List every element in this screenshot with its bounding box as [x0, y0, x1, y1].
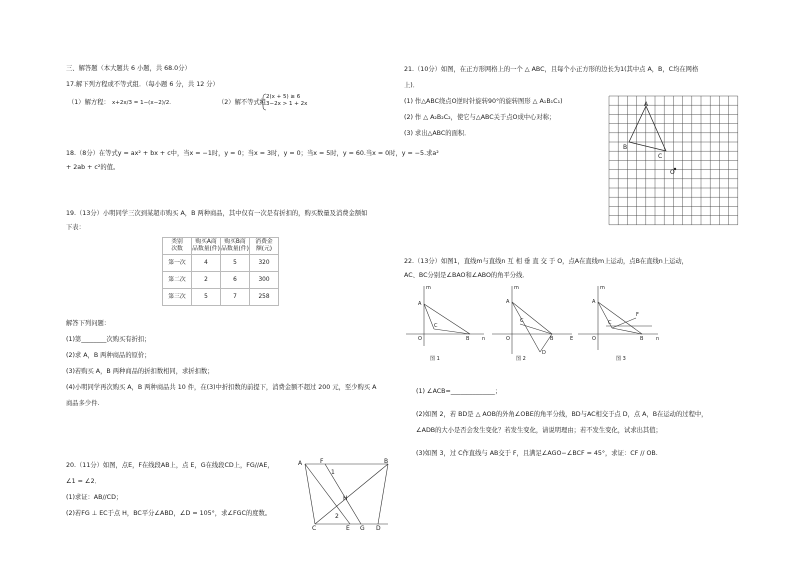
svg-text:m: m [426, 285, 431, 291]
svg-text:A: A [418, 301, 422, 307]
q17-part1-equation: x+2x/3 = 1−(x−2)/2． [112, 100, 175, 106]
grid-label: B [623, 144, 628, 151]
table-cell: 300 [250, 272, 279, 289]
q17-part2-label: （2）解不等式组 [218, 99, 267, 106]
svg-text:B: B [640, 336, 644, 342]
fig-caption: 图 2 [516, 356, 526, 362]
q22-figure-1 [404, 284, 489, 364]
svg-text:B: B [466, 336, 470, 342]
q17-part1-label: （1）解方程： [68, 99, 110, 106]
grid-label: C [658, 153, 663, 160]
table-header-cell: 购买A商 品数量(件) [192, 238, 221, 255]
q22-line1: 22.（13分）如图1，直线m与直线n 互 相 垂 直 交 于 O，点A在直线m上运动，点B在直线n上运动， [404, 258, 688, 265]
table-cell: 5 [221, 255, 250, 272]
q20-label: C [312, 525, 317, 532]
q22-part1: (1) ∠ACB=______________； [416, 388, 502, 395]
q20-figure [298, 458, 398, 532]
q21-line1: 21.（10分）如图，在正方形网格上的一个 △ ABC，且每个小正方形的边长为1(其中点 A，B，C均在网格 [404, 66, 699, 73]
q20-label: 2 [335, 513, 339, 520]
grid-label: A [644, 101, 649, 108]
svg-text:D: D [542, 350, 546, 356]
q22-part2-line2: ∠ADB的大小是否会发生变化？若发生变化，请说明理由；若不发生变化，试求出其值； [416, 427, 662, 434]
q21-line2: 上)． [404, 82, 420, 89]
table-cell: 6 [221, 272, 250, 289]
table-cell: 2 [192, 272, 221, 289]
table-header-cell: 消费金 额(元) [250, 238, 279, 255]
svg-text:m: m [514, 285, 519, 291]
q21-grid [609, 96, 739, 236]
table-cell: 5 [192, 289, 221, 306]
q20-label: E [346, 525, 350, 532]
q22-figure-3 [576, 284, 661, 364]
q19-line2: 下表： [66, 224, 85, 231]
q22-line2: AC、BC分别是∠BAO和∠ABO的角平分线． [404, 272, 529, 279]
table-cell: 320 [250, 255, 279, 272]
svg-text:m: m [600, 285, 605, 291]
table-row [163, 255, 279, 272]
q19-part3: (3)若购买 A，B 两种商品的折扣数相同，求折扣数； [66, 368, 214, 375]
svg-text:n: n [482, 336, 486, 342]
q19-part2: (2)求 A，B 两种商品的原价； [66, 352, 151, 359]
svg-text:C: C [434, 323, 438, 329]
fig-caption: 图 3 [616, 356, 626, 362]
q19-ask: 解答下列问题： [66, 320, 111, 327]
table-header-cell: 购买B商 品数量(件) [221, 238, 250, 255]
svg-text:O: O [592, 336, 596, 342]
q21-part1: (1) 作△ABC绕点O逆时针旋转90°的旋转图形 △ A₁B₁C₁) [404, 98, 563, 105]
svg-text:O: O [506, 336, 510, 342]
q20-label: H [343, 495, 348, 502]
table-cell: 7 [221, 289, 250, 306]
section-title: 三、解答题（本大题共 6 小题，共 68.0分） [66, 65, 191, 72]
q18-line1: 18.（8分）在等式y = ax² + bx + c中，当x = −1时，y = 0；当x = 3时，y = 0；当x = 5时，y = 60.当x = 0时，y = −5.求a² [66, 150, 439, 157]
q21-part2: (2) 作 △ A₂B₂C₂，使它与△ABC关于点O成中心对称； [404, 114, 556, 121]
svg-text:C: C [608, 320, 612, 326]
q22-part2-line1: (2)如图 2，若 BD是 △ AOB的外角∠OBE的角平分线，BD与AC相交于点 D，点 A，B在运动的过程中， [416, 411, 708, 418]
q19-line1: 19.（13分）小明同学三次到某超市购买 A，B 两种商品，其中仅有一次是有折扣的，购买数量及消费金额如 [66, 210, 368, 217]
table-cell: 第二次 [163, 272, 192, 289]
q20-line1: 20.（11分）如图，点E，F在线段AB上，点 E，G在线段CD上，FG//AE， [66, 462, 274, 469]
table-header-row [163, 238, 279, 255]
q20-label: B [384, 458, 389, 465]
svg-text:n: n [656, 336, 660, 342]
table-row [163, 289, 279, 306]
grid-label: O [670, 169, 675, 176]
svg-text:C: C [520, 318, 524, 324]
q17-part2-line1: 2(x + 5) ≥ 6 [266, 94, 301, 100]
q20-label: F [320, 458, 324, 465]
table-cell: 4 [192, 255, 221, 272]
table-cell: 258 [250, 289, 279, 306]
purchase-table [162, 237, 279, 306]
q22-part3: (3)如图 3，过 C作直线与 AB交于 F，且满足∠AGO−∠BCF = 45°，求证：CF // OB. [416, 450, 658, 457]
brace-icon [261, 94, 267, 110]
q20-label: 1 [331, 469, 335, 476]
q20-label: G [360, 525, 365, 532]
q20-line3: (1)求证：AB//CD； [66, 494, 123, 501]
fig-caption: 图 1 [430, 356, 440, 362]
triangle-abc [629, 106, 666, 151]
q19-part1: (1)第________次购买有折扣； [66, 336, 151, 343]
q17-title: 17.解下列方程或不等式组．（每小题 6 分，共 12 分） [66, 81, 219, 88]
table-header-cell: 类别 次数 [163, 238, 192, 255]
q18-line2: + 2ab + c²的值。 [66, 164, 120, 171]
q20-label: D [376, 525, 381, 532]
q21-part3: (3) 求出△ABC的面积． [404, 130, 471, 137]
q17-part2-line2: 3−2x > 1 + 2x [266, 101, 308, 107]
q20-label: A [298, 460, 303, 467]
table-cell: 第三次 [163, 289, 192, 306]
svg-text:B: B [550, 336, 554, 342]
table-row [163, 272, 279, 289]
q19-part4: (4)小明同学再次购买 A，B 两种商品共 10 件，在(3)中折扣数的前提下，消费金额不超过 200 元，至少购买 A [66, 384, 377, 391]
q20-line4: (2)若FG ⊥ EC于点 H，BC平分∠ABD，∠D = 105°，求∠FGC的度数。 [66, 510, 272, 517]
svg-text:E: E [570, 336, 574, 342]
svg-text:A: A [592, 299, 596, 305]
q20-line2: ∠1 = ∠2． [66, 478, 101, 485]
q22-figure-2 [490, 284, 575, 364]
q19-part5: 商品多少件. [66, 400, 100, 407]
svg-text:A: A [506, 299, 510, 305]
svg-text:O: O [418, 336, 422, 342]
svg-text:F: F [636, 312, 639, 318]
table-cell: 第一次 [163, 255, 192, 272]
